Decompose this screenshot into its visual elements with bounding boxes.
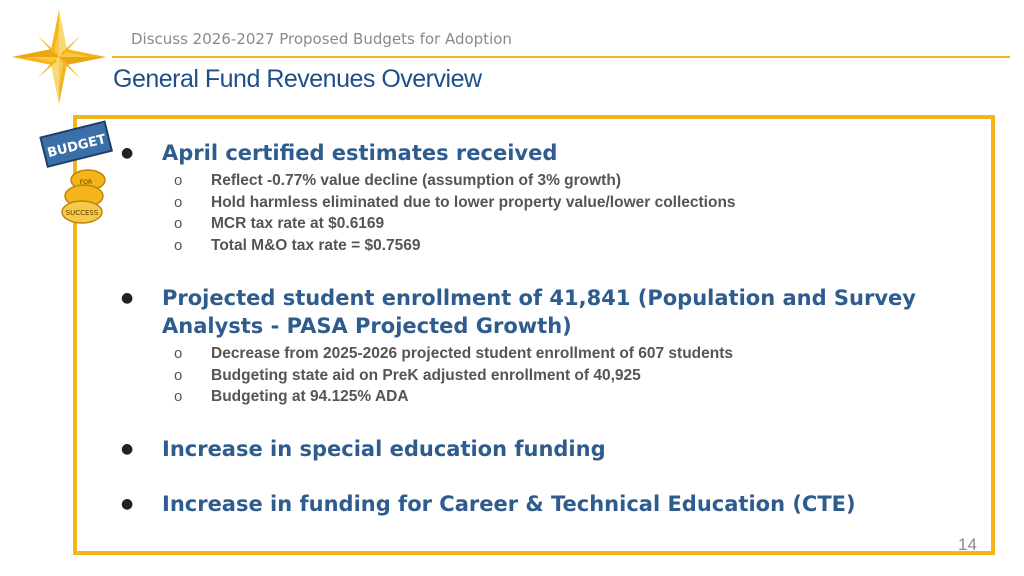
sub-item: o MCR tax rate at $0.6169 bbox=[120, 213, 980, 235]
sticker-word: BUDGET bbox=[45, 132, 108, 162]
sub-item: o Budgeting at 94.125% ADA bbox=[120, 386, 980, 408]
sub-item: o Total M&O tax rate = $0.7569 bbox=[120, 235, 980, 257]
sub-item: o Budgeting state aid on PreK adjusted enrollment of 40,925 bbox=[120, 365, 980, 387]
compass-star-icon bbox=[10, 8, 108, 106]
sticker-coin-top: FOR bbox=[79, 179, 93, 186]
bullet-text-line1: Projected student enrollment of 41,841 (Population and Survey bbox=[162, 286, 916, 310]
budget-sticker-icon bbox=[38, 118, 118, 228]
slide-title: General Fund Revenues Overview bbox=[113, 65, 482, 93]
sticker-coin-bottom: SUCCESS bbox=[65, 209, 99, 217]
sub-item: o Decrease from 2025-2026 projected student enrollment of 607 students bbox=[120, 343, 980, 365]
bullet-list bbox=[120, 139, 980, 518]
slide-subtitle: Discuss 2026-2027 Proposed Budgets for Adoption bbox=[131, 30, 512, 48]
bullet-april-estimates: ● April certified estimates received bbox=[120, 139, 980, 167]
bullet-special-education: ● Increase in special education funding bbox=[120, 435, 980, 463]
sub-item: o Hold harmless eliminated due to lower property value/lower collections bbox=[120, 192, 980, 214]
bullet-cte-funding: ● Increase in funding for Career & Technical Education (CTE) bbox=[120, 490, 980, 518]
bullet-projected-enrollment bbox=[120, 284, 980, 340]
page-number: 14 bbox=[958, 535, 977, 554]
sub-item: o Reflect -0.77% value decline (assumption of 3% growth) bbox=[120, 170, 980, 192]
bullet-text-line2: Analysts - PASA Projected Growth) bbox=[162, 314, 572, 338]
header-divider bbox=[112, 56, 1010, 58]
